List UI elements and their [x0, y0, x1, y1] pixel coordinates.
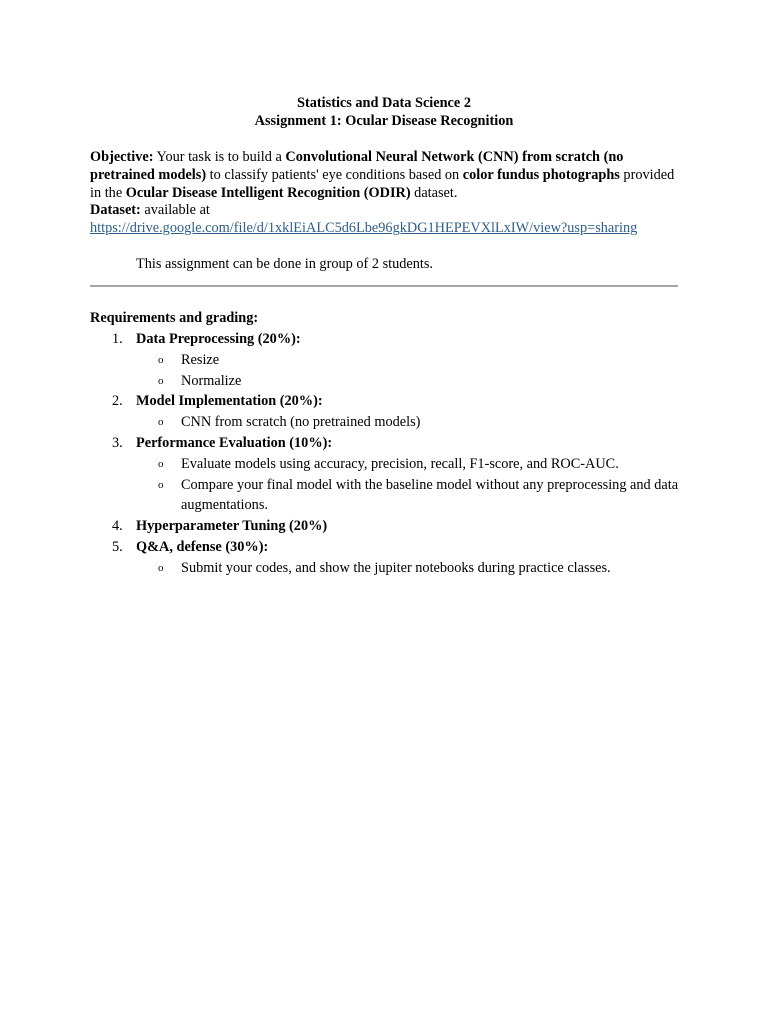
requirement-title: Data Preprocessing (20%): — [136, 331, 301, 347]
requirement-sublist — [136, 412, 690, 433]
objective-fundus-text: color fundus photographs — [462, 167, 620, 183]
objective-text-1: Your task is to build a — [153, 149, 286, 165]
circle-bullet-icon: o — [158, 416, 164, 429]
requirement-number: 3. — [112, 434, 123, 451]
dataset-line — [90, 201, 680, 219]
requirement-subitem-text: Resize — [181, 351, 220, 368]
objective-text-3: provided in the — [90, 167, 675, 201]
dataset-label: Dataset: — [90, 202, 141, 218]
requirement-item — [90, 391, 690, 433]
requirement-subitem — [136, 558, 690, 579]
circle-bullet-icon: o — [158, 478, 164, 491]
requirement-sublist — [136, 558, 690, 579]
objective-text-4: dataset. — [410, 185, 458, 201]
objective-label: Objective: — [90, 149, 154, 165]
course-title: Statistics and Data Science 2 — [297, 95, 471, 111]
horizontal-divider — [90, 285, 678, 287]
requirements-list — [90, 329, 690, 579]
requirement-subitem-text: Evaluate models using accuracy, precision, recall, F1-score, and ROC-AUC. — [181, 455, 619, 472]
objective-paragraph — [90, 148, 680, 202]
requirements-heading: Requirements and grading: — [90, 310, 259, 326]
requirement-title: Hyperparameter Tuning (20%) — [136, 518, 328, 535]
objective-text-2: to classify patients' eye conditions based on — [206, 167, 463, 183]
dataset-link-line — [90, 219, 680, 237]
circle-bullet-icon: o — [158, 374, 164, 387]
requirement-subitem — [136, 371, 690, 392]
requirement-subitem-text: CNN from scratch (no pretrained models) — [181, 414, 421, 431]
requirement-subitem — [136, 454, 690, 475]
objective-odir-text: Ocular Disease Intelligent Recognition (ODIR) — [125, 185, 411, 201]
circle-bullet-icon: o — [158, 561, 164, 574]
requirement-number: 1. — [112, 331, 123, 347]
requirement-sublist — [136, 454, 690, 516]
requirement-subitem-text: Normalize — [181, 372, 242, 389]
requirement-subitem-text: Compare your final model with the baseline model without any preprocessing and data augmentations. — [181, 476, 679, 514]
assignment-title: Assignment 1: Ocular Disease Recognition — [254, 113, 514, 129]
requirement-title: Performance Evaluation (10%): — [136, 434, 333, 451]
requirement-subitem — [136, 350, 690, 371]
dataset-link[interactable]: https://drive.google.com/file/d/1xklEiALC5d6Lbe96gkDG1HEPEVXlLxIW/view?usp=sharing — [90, 220, 638, 236]
requirement-number: 5. — [112, 538, 123, 555]
requirement-item — [90, 329, 690, 391]
requirement-number: 4. — [112, 518, 123, 535]
dataset-text: available at — [140, 202, 210, 218]
requirement-subitem-text: Submit your codes, and show the jupiter notebooks during practice classes. — [181, 559, 611, 576]
requirement-item — [90, 516, 690, 537]
requirement-number: 2. — [112, 393, 123, 410]
requirement-title: Model Implementation (20%): — [136, 393, 323, 410]
requirement-item — [90, 433, 690, 516]
requirement-sublist — [136, 350, 690, 392]
requirement-subitem — [136, 475, 690, 517]
requirement-subitem — [136, 412, 690, 433]
circle-bullet-icon: o — [158, 353, 164, 366]
requirement-item — [90, 537, 690, 579]
requirement-title: Q&A, defense (30%): — [136, 538, 269, 555]
group-note: This assignment can be done in group of 2 students. — [136, 256, 434, 272]
circle-bullet-icon: o — [158, 457, 164, 470]
objective-cnn-text: Convolutional Neural Network (CNN) from scratch (no pretrained models) — [90, 149, 624, 183]
